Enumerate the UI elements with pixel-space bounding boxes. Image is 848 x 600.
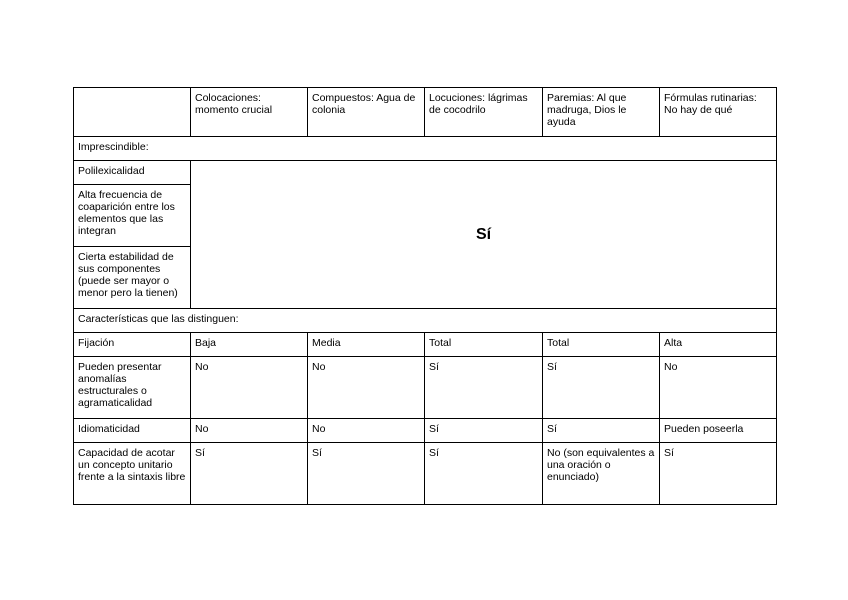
row-label-frecuencia: Alta frecuencia de coaparición entre los elementos que las integran [74,185,191,247]
header-cell-compuestos: Compuestos: Agua de colonia [308,88,425,137]
table-cell: Pueden poseerla [660,419,777,443]
header-cell-formulas: Fórmulas rutinarias: No hay de qué [660,88,777,137]
row-label-fijacion: Fijación [74,333,191,357]
table-cell: Alta [660,333,777,357]
header-cell-paremias: Paremias: Al que madruga, Dios le ayuda [543,88,660,137]
row-label-estabilidad: Cierta estabilidad de sus componentes (puede ser mayor o menor pero la tienen) [74,247,191,309]
common-value-cell: Sí [191,161,777,309]
row-label-polilexicalidad: Polilexicalidad [74,161,191,185]
table-cell: No [191,357,308,419]
table-cell: Total [543,333,660,357]
table-cell: Sí [543,419,660,443]
row-label-concepto: Capacidad de acotar un concepto unitario frente a la sintaxis libre [74,443,191,505]
table-cell: No [191,419,308,443]
table-cell: Sí [425,443,543,505]
table-cell: Baja [191,333,308,357]
table-cell: No [308,419,425,443]
table-cell: Sí [191,443,308,505]
row-label-idiomaticidad: Idiomaticidad [74,419,191,443]
header-cell-locuciones: Locuciones: lágrimas de cocodrilo [425,88,543,137]
table-cell: Media [308,333,425,357]
section-row-distinct [74,309,777,333]
section-row-common [74,137,777,161]
table-cell: No (son equivalentes a una oración o enunciado) [543,443,660,505]
table-row [74,419,777,443]
table-cell: Sí [308,443,425,505]
table-cell: Sí [425,357,543,419]
row-label-anomalias: Pueden presentar anomalías estructurales o agramaticalidad [74,357,191,419]
table-cell: Sí [660,443,777,505]
table-row [74,333,777,357]
table-cell: No [308,357,425,419]
section-title-common: Imprescindible: [74,137,777,161]
header-cell-empty [74,88,191,137]
table-cell: Total [425,333,543,357]
header-cell-colocaciones: Colocaciones: momento crucial [191,88,308,137]
table-header-row [74,88,777,137]
table-row [74,443,777,505]
section-title-distinct: Características que las distinguen: [74,309,777,333]
table-row [74,357,777,419]
table-cell: Sí [543,357,660,419]
table-cell: Sí [425,419,543,443]
comparison-table [73,87,777,505]
table-cell: No [660,357,777,419]
table-row [74,161,777,185]
